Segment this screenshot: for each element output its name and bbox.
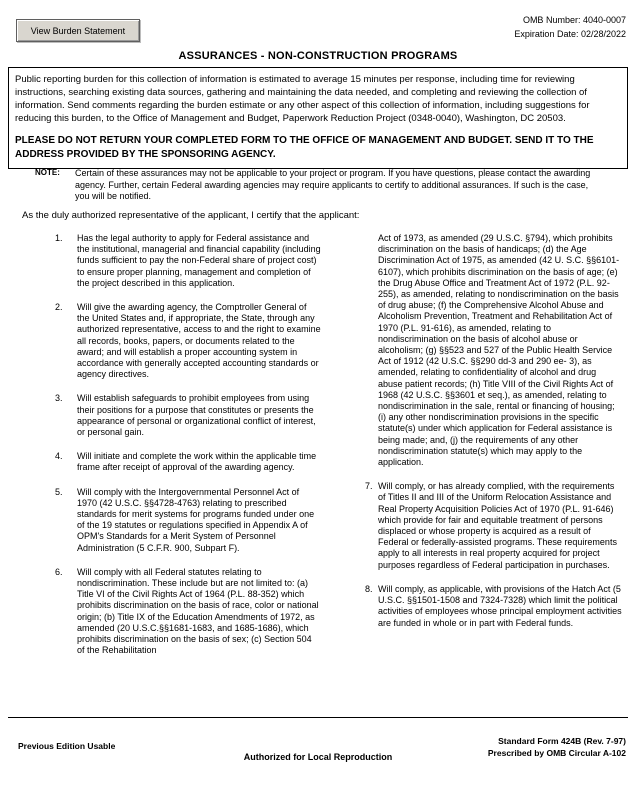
form-number-block xyxy=(488,736,626,759)
item-text: Act of 1973, as amended (29 U.S.C. §794), which prohibits discrimination on the basis of handicaps; (d) the Age Discrimination Act of 1975, as amended (42 U. S.C. §§6101-6107), which prohibits discrimination on the basis of age; (e) the Drug Abuse Office and Treatment Act of 1972 (P.L. 92-255), as amended, relating to nondiscrimination on the basis of drug abuse; (f) the Comprehensive Alcohol Abuse and Alcoholism Prevention, Treatment and Rehabilitation Act of 1970 (P.L. 91-616), as amended, relating to nondiscrimination on the basis of alcohol abuse or alcoholism; (g) §§523 and 527 of the Public Health Service Act of 1912 (42 U.S.C. §§290 dd-3 and 290 ee- 3), as amended, relating to confidentiality of alcohol and drug abuse patient records; (h) Title VIII of the Civil Rights Act of 1968 (42 U.S.C. §§3601 et seq.), as amended, relating to nondiscrimination in the sale, rental or financing of housing; (i) any other nondiscrimination provisions in the specific statute(s) under which application for Federal assistance is being made; and, (j) the requirements of any other nondiscrimination statute(s) which may apply to the application. xyxy=(378,233,620,468)
assurance-item-3 xyxy=(55,393,321,438)
do-not-return-notice: PLEASE DO NOT RETURN YOUR COMPLETED FORM TO THE OFFICE OF MANAGEMENT AND BUDGET. SEND IT TO THE ADDRESS PROVIDED BY THE SPONSORING AGENCY. xyxy=(15,135,594,160)
assurance-item-6-continuation xyxy=(365,233,623,468)
item-text: Will comply with the Intergovernmental Personnel Act of 1970 (42 U.S.C. §§4728-4763) relating to prescribed standards for merit systems for programs funded under one of the 19 statutes or regulations specified in Appendix A of OPM's Standards for a Merit System of Personnel Administration (5 C.F.R. 900, Subpart F). xyxy=(77,486,315,553)
assurance-item-8 xyxy=(365,584,623,629)
note-text: Certain of these assurances may not be applicable to your project or program. If you have questions, please contact the awarding agency. Further, certain Federal awarding agencies may require applicants to certify to additional assurances. If such is the case, you will be notified. xyxy=(75,168,591,201)
assurance-item-6 xyxy=(55,567,321,657)
authorized-reproduction-note: Authorized for Local Reproduction xyxy=(243,752,393,762)
item-number: 2. xyxy=(55,302,63,313)
item-text: Will establish safeguards to prohibit employees from using their positions for a purpose that constitutes or presents the appearance of personal or organizational conflict of interest, or personal gain. xyxy=(77,393,316,438)
assurance-item-5 xyxy=(55,487,321,554)
item-number: 6. xyxy=(55,566,63,577)
standard-form-number: Standard Form 424B (Rev. 7-97) xyxy=(498,736,626,746)
item-text: Will comply, as applicable, with provisions of the Hatch Act (5 U.S.C. §§1501-1508 and 7324-7328) which limit the political activities of employees whose principal employment activities are funded in whole or in part with Federal funds. xyxy=(378,583,622,628)
assurance-item-1 xyxy=(55,233,321,289)
previous-edition-note: Previous Edition Usable xyxy=(18,741,116,751)
item-text: Will give the awarding agency, the Comptroller General of the United States and, if appropriate, the State, through any authorized representative, access to and the right to examine all records, books, papers, or documents related to the award; and will establish a proper accounting system in accordance with generally accepted accounting standards or agency directives. xyxy=(77,302,321,380)
note-section xyxy=(35,168,610,203)
item-number: 5. xyxy=(55,486,63,497)
expiration-date: Expiration Date: 02/28/2022 xyxy=(514,29,626,39)
item-number: 4. xyxy=(55,451,63,462)
view-burden-statement-button[interactable]: View Burden Statement xyxy=(16,19,140,42)
item-text: Will comply with all Federal statutes relating to nondiscrimination. These include but are not limited to: (a) Title VI of the Civil Rights Act of 1964 (P.L. 88-352) which prohibits discrimination on the basis of race, color or national origin; (b) Title IX of the Education Amendments of 1972, as amended (20 U.S.C.§§1681-1683, and 1685-1686), which prohibits discrimination on the basis of sex; (c) Section 504 of the Rehabilitation xyxy=(77,566,319,656)
assurance-item-4 xyxy=(55,451,321,473)
item-number: 3. xyxy=(55,393,63,404)
burden-paragraph: Public reporting burden for this collection of information is estimated to average 15 minutes per response, including time for reviewing instructions, searching existing data sources, gathering and maintaining the data needed, and completing and reviewing the collection of information. Send comments regarding the burden estimate or any other aspect of this collection of information, including suggestions for reducing this burden, to the Office of Management and Budget, Paperwork Reduction Project (0348-0040), Washington, DC 20503. xyxy=(15,74,590,124)
item-text: Has the legal authority to apply for Federal assistance and the institutional, managerial and financial capability (including funds sufficient to pay the non-Federal share of project cost) to ensure proper planning, management and completion of the project described in this application. xyxy=(77,233,321,288)
item-number: 7. xyxy=(365,481,373,492)
right-column xyxy=(365,233,623,642)
assurance-item-2 xyxy=(55,302,321,380)
item-text: Will comply, or has already complied, with the requirements of Titles II and III of the Uniform Relocation Assistance and Real Property Acquisition Policies Act of 1970 (P.L. 91-646) which provide for fair and equitable treatment of persons displaced or whose property is acquired as a result of Federal or federally-assisted programs. These requirements apply to all interests in real property acquired for project purposes regardless of Federal participation in purchases. xyxy=(378,481,617,570)
left-column xyxy=(55,233,321,670)
item-text: Will initiate and complete the work within the applicable time frame after receipt of approval of the awarding agency. xyxy=(77,451,317,473)
certification-line: As the duly authorized representative of the applicant, I certify that the applicant: xyxy=(22,210,360,221)
footer-divider xyxy=(8,717,628,718)
omb-number: OMB Number: 4040-0007 xyxy=(522,15,626,25)
form-title: ASSURANCES - NON-CONSTRUCTION PROGRAMS xyxy=(178,50,458,62)
item-number-spacer xyxy=(365,233,378,468)
assurance-item-7 xyxy=(365,481,623,571)
item-number: 8. xyxy=(365,583,373,594)
omb-block xyxy=(514,13,626,41)
item-number: 1. xyxy=(55,233,63,243)
burden-statement-box xyxy=(8,67,628,169)
prescribed-by-note: Prescribed by OMB Circular A-102 xyxy=(487,747,626,758)
note-label: NOTE: xyxy=(35,168,60,177)
